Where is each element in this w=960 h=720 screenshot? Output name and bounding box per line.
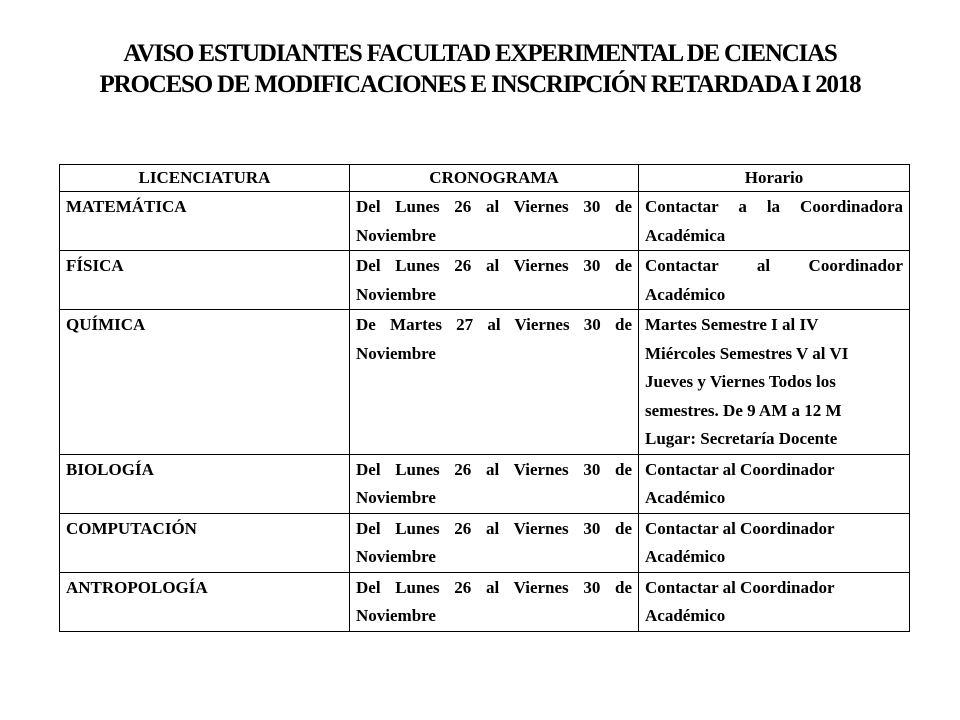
cell-cronograma <box>350 454 639 513</box>
cell-licenciatura <box>60 454 350 513</box>
cell-horario <box>639 251 910 310</box>
horario-line: Miércoles Semestres V al VI <box>645 343 849 363</box>
cell-licenciatura <box>60 192 350 251</box>
cronograma-line: Del Lunes 26 al Viernes 30 de <box>356 256 632 275</box>
table-row <box>60 251 910 310</box>
cell-horario <box>639 572 910 631</box>
cronograma-line: Noviembre <box>356 488 436 507</box>
horario-line: Contactar a la Coordinadora <box>645 197 903 216</box>
title-line-1: AVISO ESTUDIANTES FACULTAD EXPERIMENTAL DE CIENCIAS <box>123 40 837 67</box>
header-horario: Horario <box>639 165 910 192</box>
cronograma-line: Del Lunes 26 al Viernes 30 de <box>356 197 632 216</box>
table-row <box>60 192 910 251</box>
cell-licenciatura <box>60 251 350 310</box>
horario-line: Contactar al Coordinador <box>645 518 835 538</box>
cronograma-line: Noviembre <box>356 547 436 566</box>
horario-line: Martes Semestre I al IV <box>645 315 819 334</box>
cell-horario <box>639 192 910 251</box>
cell-cronograma <box>350 192 639 251</box>
horario-line: Jueves y Viernes Todos los <box>645 372 836 391</box>
licenciatura-name: QUÍMICA <box>66 315 146 334</box>
horario-line: Académico <box>645 284 726 304</box>
cronograma-line: De Martes 27 al Viernes 30 de <box>356 315 632 334</box>
horario-line: Académica <box>645 225 726 245</box>
header-licenciatura: LICENCIATURA <box>60 165 350 192</box>
table-row <box>60 572 910 631</box>
table-row <box>60 513 910 572</box>
cell-licenciatura <box>60 310 350 455</box>
cell-horario <box>639 454 910 513</box>
horario-line: Contactar al Coordinador <box>645 459 835 479</box>
cell-licenciatura <box>60 572 350 631</box>
header-cronograma: CRONOGRAMA <box>350 165 639 192</box>
horario-line: Lugar: Secretaría Docente <box>645 429 838 448</box>
cronograma-line: Noviembre <box>356 343 436 363</box>
cell-cronograma <box>350 513 639 572</box>
cronograma-line: Del Lunes 26 al Viernes 30 de <box>356 518 632 538</box>
licenciatura-name: BIOLOGÍA <box>66 459 154 479</box>
cronograma-line: Noviembre <box>356 606 436 625</box>
cronograma-line: Noviembre <box>356 284 436 304</box>
cell-cronograma <box>350 572 639 631</box>
schedule-table <box>59 164 910 632</box>
licenciatura-name: ANTROPOLOGÍA <box>66 577 208 597</box>
table-header-row <box>60 165 910 192</box>
licenciatura-name: MATEMÁTICA <box>66 197 187 216</box>
cell-cronograma <box>350 310 639 455</box>
licenciatura-name: FÍSICA <box>66 256 124 275</box>
licenciatura-name: COMPUTACIÓN <box>66 518 197 538</box>
table-row <box>60 454 910 513</box>
table-row <box>60 310 910 455</box>
horario-line: Académico <box>645 488 726 507</box>
cell-licenciatura <box>60 513 350 572</box>
horario-line: Contactar al Coordinador <box>645 577 835 597</box>
cell-cronograma <box>350 251 639 310</box>
cronograma-line: Del Lunes 26 al Viernes 30 de <box>356 459 632 479</box>
horario-line: semestres. De 9 AM a 12 M <box>645 400 842 420</box>
cronograma-line: Del Lunes 26 al Viernes 30 de <box>356 577 632 597</box>
cell-horario <box>639 513 910 572</box>
notice-title <box>0 38 960 100</box>
horario-line: Contactar al Coordinador <box>645 256 903 275</box>
title-line-2: PROCESO DE MODIFICACIONES E INSCRIPCIÓN RETARDADA I 2018 <box>99 71 861 98</box>
cronograma-line: Noviembre <box>356 225 436 245</box>
cell-horario <box>639 310 910 455</box>
horario-line: Académico <box>645 547 726 566</box>
horario-line: Académico <box>645 606 726 625</box>
